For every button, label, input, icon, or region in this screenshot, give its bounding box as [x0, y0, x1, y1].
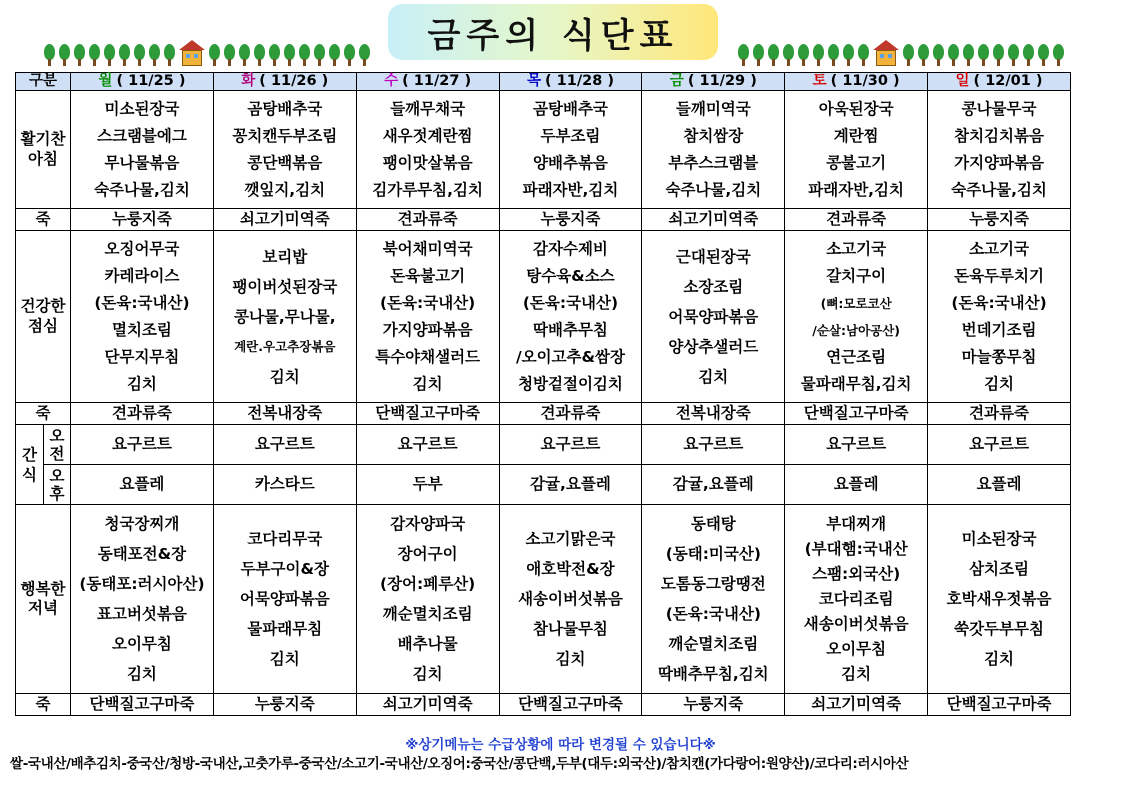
menu-items [71, 509, 213, 689]
porridge2-cell-sat: 단백질고구마죽 [785, 403, 928, 425]
menu-item: 소고기맑은국 [525, 530, 616, 548]
lunch-cell-mon [71, 231, 214, 403]
menu-item: 아욱된장국 [818, 99, 894, 118]
tree-icon [828, 44, 839, 66]
menu-items [785, 512, 927, 687]
day-header-sun [928, 73, 1071, 91]
tree-icon [738, 44, 749, 66]
snack-am-cell-wed: 요구르트 [356, 425, 499, 465]
tree-icon [329, 44, 340, 66]
menu-items [642, 242, 784, 392]
porridge2-row [16, 403, 1071, 425]
menu-item: 코다리조림 [818, 589, 894, 608]
porridge1-cell-sun: 누룽지죽 [928, 209, 1071, 231]
snack-am-label [44, 425, 71, 465]
tree-icon [89, 44, 100, 66]
menu-item: 양배추볶음 [533, 153, 608, 172]
day-name: 월 [98, 73, 113, 90]
menu-item: 소장조림 [683, 277, 744, 296]
tree-icon [284, 44, 295, 66]
menu-item: 김치 [841, 664, 872, 683]
day-name: 금 [669, 73, 684, 90]
snack-pm-label [44, 465, 71, 505]
porridge3-cell-mon: 단백질고구마죽 [71, 694, 214, 716]
menu-item: 도톰동그랑땡전 [660, 575, 766, 593]
menu-item: 꽁치캔두부조림 [232, 126, 338, 145]
snack-label-text: 간식 [22, 445, 37, 484]
tree-icon [239, 44, 250, 66]
menu-items [214, 524, 356, 674]
tree-icon [933, 44, 944, 66]
menu-item: 배추나물 [397, 635, 458, 653]
lunch-row [16, 231, 1071, 403]
day-name: 목 [526, 73, 541, 90]
menu-item: 돈육두루치기 [954, 266, 1044, 285]
menu-item: 김치 [412, 374, 443, 393]
lunch-cell-thu [499, 231, 642, 403]
menu-item: 호박새우젓볶음 [946, 590, 1052, 608]
menu-item: 동태탕 [690, 515, 736, 533]
porridge3-label: 죽 [16, 694, 71, 716]
label-line: 건강한 [20, 297, 66, 316]
menu-item: 곰탕배추국 [533, 99, 608, 118]
day-header-thu [499, 73, 642, 91]
lunch-cell-fri [642, 231, 785, 403]
menu-item: 청국장찌개 [104, 515, 180, 533]
porridge1-label: 죽 [16, 209, 71, 231]
menu-item: 양상추샐러드 [668, 337, 759, 356]
tree-icon [59, 44, 70, 66]
menu-items [928, 524, 1070, 674]
menu-item: (동태:미국산) [665, 545, 761, 563]
menu-item: 장어구이 [397, 545, 458, 563]
dinner-cell-sun [928, 505, 1071, 694]
menu-item: 곰탕배추국 [247, 99, 323, 118]
snack-pm-cell-fri: 감귤,요플레 [642, 465, 785, 505]
dinner-cell-mon [71, 505, 214, 694]
menu-item: 콩불고기 [826, 153, 887, 172]
dinner-cell-fri [642, 505, 785, 694]
menu-item: (돈육:국내산) [380, 293, 476, 312]
menu-item: 단무지무침 [104, 347, 180, 366]
menu-item: 애호박전&장 [526, 560, 615, 578]
menu-item: 스크램블에그 [97, 126, 187, 145]
day-date: ( 11/30 ) [830, 73, 900, 90]
day-name: 토 [812, 73, 827, 90]
change-notice: ※상기메뉴는 수급상황에 따라 변경될 수 있습니다※ [405, 737, 716, 753]
menu-item: (돈육:국내산) [951, 293, 1047, 312]
menu-item: 소고기국 [826, 239, 887, 258]
menu-item: 감자양파국 [390, 515, 466, 533]
menu-item: 탕수육&소스 [526, 266, 615, 285]
snack-pm-cell-mon: 요플레 [71, 465, 214, 505]
menu-items [642, 96, 784, 204]
tree-icon [903, 44, 914, 66]
snack-pm-cell-thu: 감귤,요플레 [499, 465, 642, 505]
menu-item: (동태포:러시아산) [79, 575, 205, 593]
menu-item: 숙주나물,김치 [665, 180, 762, 199]
tree-icon [1053, 44, 1064, 66]
porridge2-label: 죽 [16, 403, 71, 425]
porridge1-cell-thu: 누룽지죽 [499, 209, 642, 231]
menu-item: 팽이맛살볶음 [382, 153, 473, 172]
porridge2-cell-wed: 단백질고구마죽 [356, 403, 499, 425]
menu-item: 참치김치볶음 [954, 126, 1044, 145]
menu-item: 북어채미역국 [382, 239, 473, 258]
menu-item: 부대찌개 [826, 514, 887, 533]
breakfast-cell-tue [213, 91, 356, 209]
tree-icon [104, 44, 115, 66]
menu-item: 김치 [555, 650, 586, 668]
tree-icon [134, 44, 145, 66]
tree-icon [948, 44, 959, 66]
meal-plan-table [15, 72, 1071, 716]
menu-item: 새우젓계란찜 [382, 126, 473, 145]
breakfast-row [16, 91, 1071, 209]
menu-item: 부추스크램블 [668, 153, 759, 172]
tree-icon [753, 44, 764, 66]
menu-items [357, 96, 499, 204]
tree-icon [254, 44, 265, 66]
snack-am-cell-sun: 요구르트 [928, 425, 1071, 465]
tree-icon [224, 44, 235, 66]
origin-info: 쌀-국내산/배추김치-중국산/청방-국내산,고춧가루-중국산/소고기-국내산/오징어:중국산/콩단백,두부(대두:외국산)/참치캔(가다랑어:원양산)/코다리:러시아산 [10, 756, 909, 772]
house-icon [179, 40, 205, 66]
tree-icon [1023, 44, 1034, 66]
menu-item: 들깨미역국 [675, 99, 751, 118]
menu-item: 쑥갓두부무침 [954, 620, 1044, 638]
day-header-fri [642, 73, 785, 91]
menu-item: 계란.우고추장볶음 [234, 338, 336, 354]
tree-icon [858, 44, 869, 66]
breakfast-cell-thu [499, 91, 642, 209]
porridge1-cell-fri: 쇠고기미역죽 [642, 209, 785, 231]
tree-icon [963, 44, 974, 66]
menu-item: 근대된장국 [675, 247, 751, 266]
snack-pm-cell-wed: 두부 [356, 465, 499, 505]
menu-item: 코다리무국 [247, 530, 323, 548]
menu-item: 스팸:외국산) [812, 564, 901, 583]
menu-item: 번데기조림 [961, 320, 1037, 339]
porridge3-row [16, 694, 1071, 716]
menu-item: 가지양파볶음 [382, 320, 473, 339]
menu-item: 미소된장국 [961, 530, 1037, 548]
title-banner [388, 4, 718, 60]
menu-item: 숙주나물,김치 [951, 180, 1047, 199]
day-date: ( 11/28 ) [544, 73, 614, 90]
porridge1-cell-mon: 누룽지죽 [71, 209, 214, 231]
dinner-cell-thu [499, 505, 642, 694]
snack-am-row [16, 425, 1071, 465]
day-date: ( 11/25 ) [116, 73, 186, 90]
tree-icon [768, 44, 779, 66]
menu-item: 두부조림 [540, 126, 601, 145]
menu-item: 돈육불고기 [390, 266, 466, 285]
menu-items [928, 236, 1070, 398]
snack-pm-cell-sat: 요플레 [785, 465, 928, 505]
menu-item: 김치 [269, 367, 300, 386]
tree-icon [993, 44, 1004, 66]
menu-item: 김치 [984, 374, 1015, 393]
label-line: 행복한 [20, 579, 66, 598]
breakfast-cell-mon [71, 91, 214, 209]
dinner-label [16, 505, 71, 694]
lunch-cell-sun [928, 231, 1071, 403]
menu-item: 연근조림 [826, 347, 887, 366]
day-date: ( 12/01 ) [973, 73, 1043, 90]
tree-icon [164, 44, 175, 66]
day-name: 수 [384, 73, 399, 90]
porridge3-cell-thu: 단백질고구마죽 [499, 694, 642, 716]
day-header-sat [785, 73, 928, 91]
menu-items [500, 524, 642, 674]
menu-item: 가지양파볶음 [954, 153, 1044, 172]
menu-item: 감자수제비 [533, 239, 608, 258]
menu-item: (돈육:국내산) [665, 605, 761, 623]
menu-item: (돈육:국내산) [522, 293, 619, 312]
tree-icon [269, 44, 280, 66]
dinner-cell-wed [356, 505, 499, 694]
menu-item: 김치 [412, 665, 443, 683]
porridge1-row [16, 209, 1071, 231]
day-header-mon [71, 73, 214, 91]
breakfast-cell-fri [642, 91, 785, 209]
dinner-row [16, 505, 1071, 694]
house-icon [873, 40, 899, 66]
menu-items [500, 96, 642, 204]
menu-item: 물파래무침 [247, 620, 323, 638]
snack-am-cell-thu: 요구르트 [499, 425, 642, 465]
menu-item: 무나물볶음 [104, 153, 180, 172]
menu-items [642, 509, 784, 689]
tree-icon [209, 44, 220, 66]
menu-item: 마늘쫑무침 [961, 347, 1037, 366]
lunch-cell-wed [356, 231, 499, 403]
menu-item: 김치 [126, 374, 157, 393]
porridge1-cell-wed: 견과류죽 [356, 209, 499, 231]
menu-item: /오이고추&쌈장 [515, 347, 625, 366]
menu-item: 물파래무침,김치 [800, 374, 912, 393]
snack-label [16, 425, 44, 505]
tree-icon [918, 44, 929, 66]
porridge3-cell-sun: 단백질고구마죽 [928, 694, 1071, 716]
menu-item: 표고버섯볶음 [97, 605, 187, 623]
menu-items [214, 242, 356, 392]
tree-icon [978, 44, 989, 66]
menu-item: 들깨무채국 [390, 99, 466, 118]
menu-item: 계란찜 [833, 126, 879, 145]
menu-item: 참나물무침 [533, 620, 608, 638]
menu-item: 파래자반,김치 [522, 180, 619, 199]
menu-item: 미소된장국 [104, 99, 180, 118]
menu-item: 동태포전&장 [97, 545, 187, 563]
menu-item: 새송이버섯볶음 [518, 590, 623, 608]
menu-item: 오이무침 [111, 635, 172, 653]
breakfast-label [16, 91, 71, 209]
menu-item: 두부구이&장 [240, 560, 329, 578]
label-line: 활기찬 [20, 130, 66, 149]
menu-item: (장어:페루산) [380, 575, 476, 593]
porridge2-cell-tue: 전복내장죽 [213, 403, 356, 425]
day-header-tue [213, 73, 356, 91]
day-header-wed [356, 73, 499, 91]
lunch-cell-sat [785, 231, 928, 403]
day-date: ( 11/29 ) [687, 73, 757, 90]
porridge3-cell-wed: 쇠고기미역죽 [356, 694, 499, 716]
porridge2-cell-fri: 전복내장죽 [642, 403, 785, 425]
snack-am-label-text: 오전 [49, 426, 65, 463]
menu-item: (부대햄:국내산 [804, 539, 908, 558]
menu-item: 소고기국 [969, 239, 1029, 258]
snack-pm-label-text: 오후 [49, 466, 65, 503]
menu-item: 콩나물,무나물, [233, 307, 336, 326]
menu-item: 딱배추무침 [533, 320, 608, 339]
header-row [16, 73, 1071, 91]
label-line: 아침 [28, 149, 58, 168]
porridge1-cell-sat: 견과류죽 [785, 209, 928, 231]
tree-icon [44, 44, 55, 66]
menu-item: 김치 [698, 367, 729, 386]
label-line: 저녁 [28, 599, 58, 617]
porridge1-cell-tue: 쇠고기미역죽 [213, 209, 356, 231]
menu-item: 딱배추무침,김치 [657, 665, 769, 683]
menu-item: 특수야채샐러드 [375, 347, 481, 366]
menu-item: 새송이버섯볶음 [803, 614, 909, 633]
lunch-label [16, 231, 71, 403]
tree-icon [1038, 44, 1049, 66]
menu-items [357, 509, 499, 689]
menu-items [785, 236, 927, 398]
menu-item: 카레라이스 [104, 266, 180, 285]
breakfast-cell-wed [356, 91, 499, 209]
menu-item: 참치쌈장 [683, 126, 744, 145]
tree-icon [119, 44, 130, 66]
snack-pm-cell-tue: 카스타드 [213, 465, 356, 505]
menu-item: (돈육:국내산) [94, 293, 190, 312]
decoration-left [44, 38, 370, 66]
menu-item: 청방겉절이김치 [518, 374, 623, 393]
day-name: 화 [241, 73, 256, 90]
menu-item: 김가루무침,김치 [372, 180, 483, 199]
tree-icon [843, 44, 854, 66]
menu-item: 김치 [269, 650, 300, 668]
porridge3-cell-fri: 누룽지죽 [642, 694, 785, 716]
menu-items [71, 236, 213, 398]
label-line: 점심 [28, 316, 58, 335]
porridge3-cell-tue: 누룽지죽 [213, 694, 356, 716]
tree-icon [344, 44, 355, 66]
menu-item: 콩단백볶음 [247, 153, 323, 172]
porridge3-cell-sat: 쇠고기미역죽 [785, 694, 928, 716]
porridge2-cell-thu: 견과류죽 [499, 403, 642, 425]
breakfast-cell-sat [785, 91, 928, 209]
menu-items [785, 96, 927, 204]
dinner-cell-tue [213, 505, 356, 694]
menu-item: (뼈:모로코산 [820, 295, 892, 311]
tree-icon [783, 44, 794, 66]
menu-item: 멸치조림 [111, 320, 172, 339]
page-title: 금주의 식단표 [427, 15, 679, 56]
header-label: 구분 [16, 73, 71, 91]
snack-am-cell-sat: 요구르트 [785, 425, 928, 465]
day-date: ( 11/27 ) [402, 73, 472, 90]
porridge2-cell-mon: 견과류죽 [71, 403, 214, 425]
menu-item: 깨순멸치조림 [382, 605, 473, 623]
snack-pm-row [16, 465, 1071, 505]
menu-item: 갈치구이 [826, 266, 887, 285]
menu-item: 어묵양파볶음 [668, 307, 759, 326]
menu-item: 오이무침 [826, 639, 887, 658]
menu-item: 삼치조림 [969, 560, 1029, 578]
menu-items [928, 96, 1070, 204]
lunch-cell-tue [213, 231, 356, 403]
menu-item: 파래자반,김치 [808, 180, 905, 199]
tree-icon [798, 44, 809, 66]
menu-item: 팽이버섯된장국 [232, 277, 338, 296]
menu-item: 김치 [984, 650, 1015, 668]
menu-item: 어묵양파볶음 [239, 590, 330, 608]
menu-item: 숙주나물,김치 [94, 180, 190, 199]
decoration-right [738, 38, 1064, 66]
menu-item: 깻잎지,김치 [244, 180, 326, 199]
menu-item: 깨순멸치조림 [668, 635, 759, 653]
menu-items [357, 236, 499, 398]
menu-item: 콩나물무국 [961, 99, 1037, 118]
menu-item: 오징어무국 [104, 239, 180, 258]
dinner-cell-sat [785, 505, 928, 694]
menu-item: 김치 [126, 665, 157, 683]
tree-icon [299, 44, 310, 66]
tree-icon [149, 44, 160, 66]
snack-am-cell-tue: 요구르트 [213, 425, 356, 465]
tree-icon [813, 44, 824, 66]
snack-pm-cell-sun: 요플레 [928, 465, 1071, 505]
day-name: 일 [955, 73, 970, 90]
menu-item: 보리밥 [262, 247, 308, 266]
tree-icon [359, 44, 370, 66]
menu-items [500, 236, 642, 398]
snack-am-cell-fri: 요구르트 [642, 425, 785, 465]
day-date: ( 11/26 ) [259, 73, 329, 90]
tree-icon [314, 44, 325, 66]
tree-icon [1008, 44, 1019, 66]
menu-items [71, 96, 213, 204]
porridge2-cell-sun: 견과류죽 [928, 403, 1071, 425]
breakfast-cell-sun [928, 91, 1071, 209]
tree-icon [74, 44, 85, 66]
snack-am-cell-mon: 요구르트 [71, 425, 214, 465]
menu-items [214, 96, 356, 204]
menu-item: /순살:남아공산) [812, 322, 901, 338]
